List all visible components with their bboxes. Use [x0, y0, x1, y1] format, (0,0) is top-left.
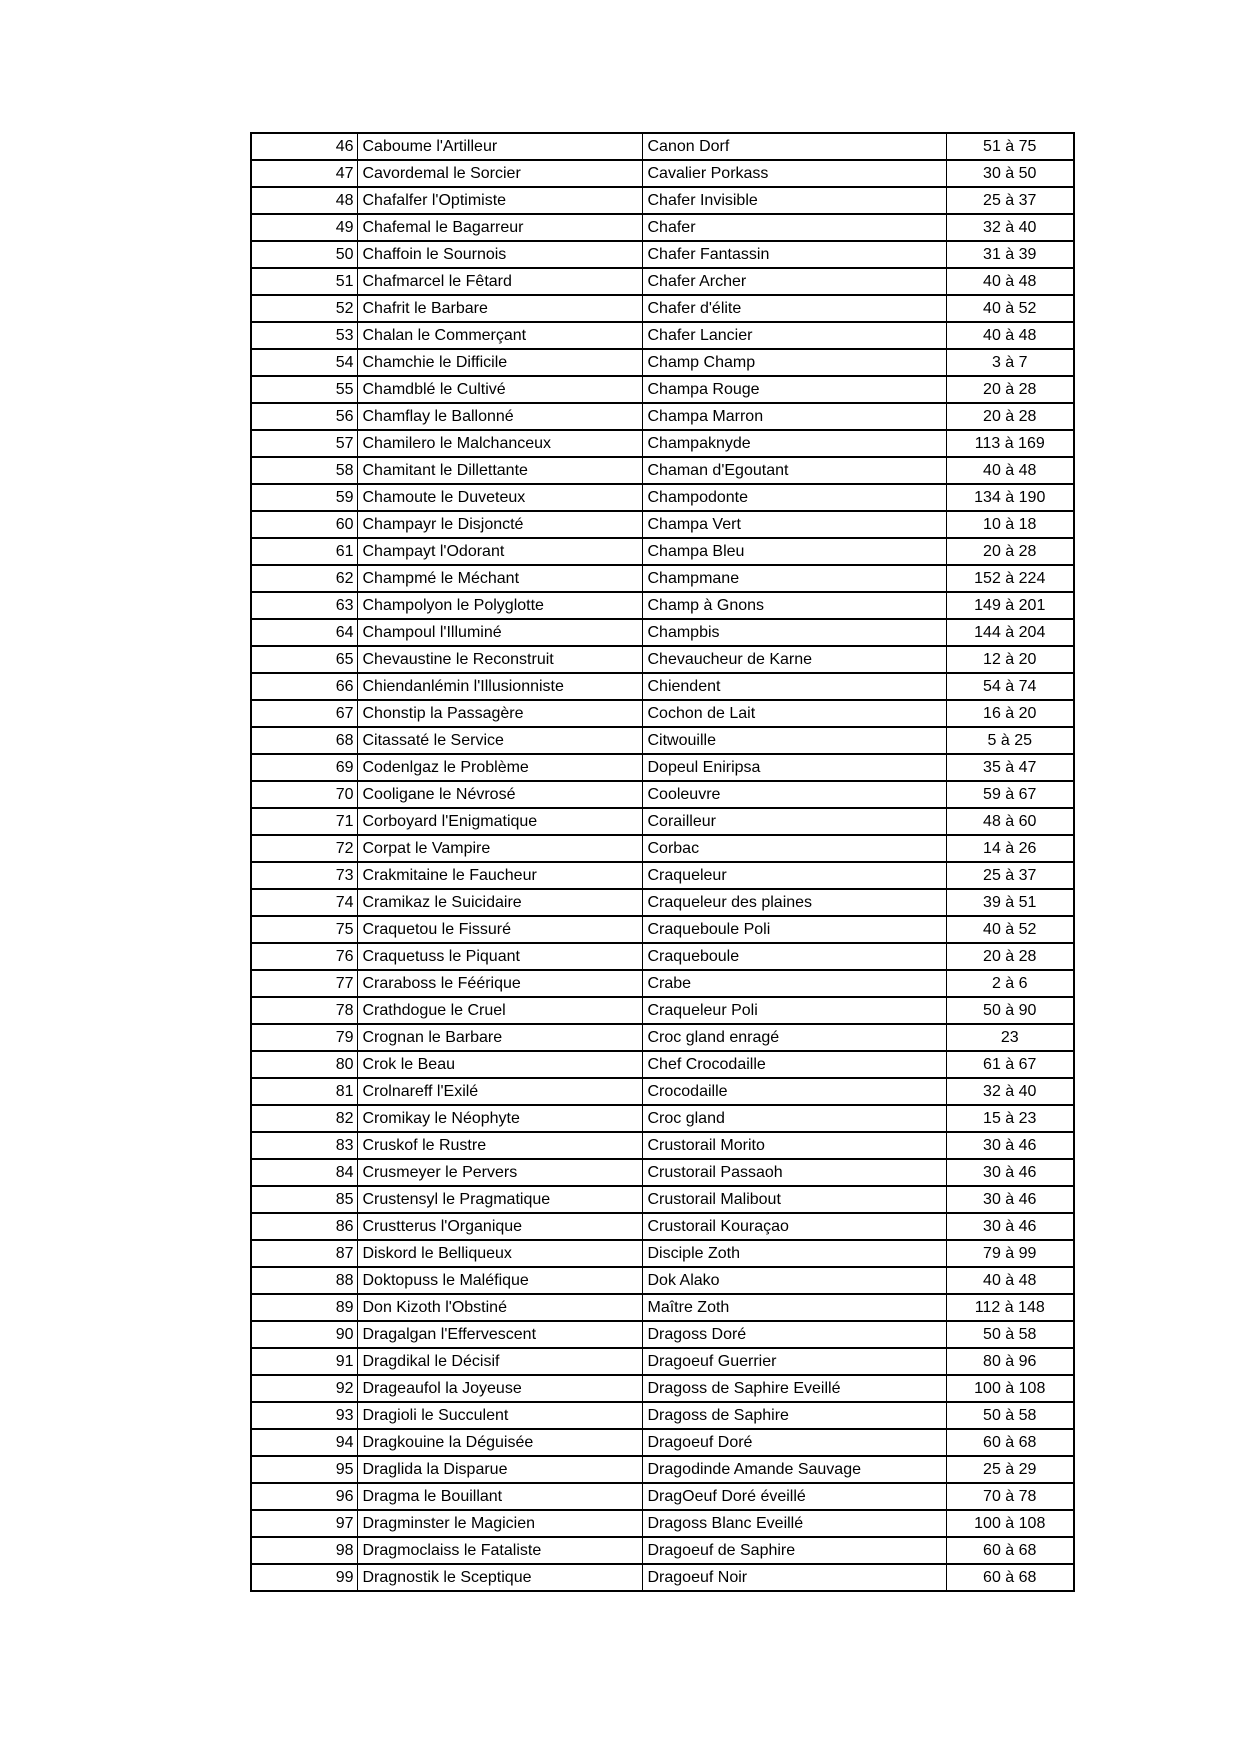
- row-number-cell: 77: [251, 970, 357, 997]
- monster-type-cell: Corbac: [642, 835, 946, 862]
- row-number-cell: 75: [251, 916, 357, 943]
- level-range-cell: 30 à 46: [946, 1132, 1074, 1159]
- table-row: [251, 970, 1074, 997]
- level-range-cell: 79 à 99: [946, 1240, 1074, 1267]
- monster-type-cell: Crustorail Malibout: [642, 1186, 946, 1213]
- row-number-cell: 74: [251, 889, 357, 916]
- monster-type-cell: Chevaucheur de Karne: [642, 646, 946, 673]
- row-number-cell: 73: [251, 862, 357, 889]
- table-row: [251, 403, 1074, 430]
- table-row: [251, 538, 1074, 565]
- row-number-cell: 53: [251, 322, 357, 349]
- table-row: [251, 1429, 1074, 1456]
- archmonster-name-cell: Dragkouine la Déguisée: [357, 1429, 642, 1456]
- row-number-cell: 65: [251, 646, 357, 673]
- level-range-cell: 70 à 78: [946, 1483, 1074, 1510]
- row-number-cell: 67: [251, 700, 357, 727]
- level-range-cell: 60 à 68: [946, 1564, 1074, 1591]
- archmonster-name-cell: Craquetou le Fissuré: [357, 916, 642, 943]
- row-number-cell: 56: [251, 403, 357, 430]
- table-row: [251, 1456, 1074, 1483]
- archmonster-name-cell: Cromikay le Néophyte: [357, 1105, 642, 1132]
- row-number-cell: 88: [251, 1267, 357, 1294]
- archmonster-name-cell: Chafmarcel le Fêtard: [357, 268, 642, 295]
- monster-type-cell: Dragoss de Saphire: [642, 1402, 946, 1429]
- row-number-cell: 85: [251, 1186, 357, 1213]
- level-range-cell: 100 à 108: [946, 1375, 1074, 1402]
- level-range-cell: 113 à 169: [946, 430, 1074, 457]
- monster-type-cell: Disciple Zoth: [642, 1240, 946, 1267]
- level-range-cell: 39 à 51: [946, 889, 1074, 916]
- row-number-cell: 47: [251, 160, 357, 187]
- monster-type-cell: Croc gland: [642, 1105, 946, 1132]
- level-range-cell: 48 à 60: [946, 808, 1074, 835]
- archmonster-name-cell: Cramikaz le Suicidaire: [357, 889, 642, 916]
- archmonster-name-cell: Cooligane le Névrosé: [357, 781, 642, 808]
- table-row: [251, 646, 1074, 673]
- archmonster-name-cell: Dragdikal le Décisif: [357, 1348, 642, 1375]
- monster-type-cell: Crocodaille: [642, 1078, 946, 1105]
- monster-type-cell: Craqueboule Poli: [642, 916, 946, 943]
- archmonster-name-cell: Champoul l'Illuminé: [357, 619, 642, 646]
- archmonster-name-cell: Chiendanlémin l'Illusionniste: [357, 673, 642, 700]
- table-row: [251, 1105, 1074, 1132]
- archmonster-name-cell: Chafrit le Barbare: [357, 295, 642, 322]
- monster-type-cell: Chaman d'Egoutant: [642, 457, 946, 484]
- archmonster-name-cell: Crathdogue le Cruel: [357, 997, 642, 1024]
- monster-type-cell: Champa Vert: [642, 511, 946, 538]
- level-range-cell: 40 à 52: [946, 295, 1074, 322]
- table-row: [251, 1537, 1074, 1564]
- table-row: [251, 1348, 1074, 1375]
- archmonster-name-cell: Citassaté le Service: [357, 727, 642, 754]
- level-range-cell: 134 à 190: [946, 484, 1074, 511]
- monster-type-cell: Dragoss de Saphire Eveillé: [642, 1375, 946, 1402]
- level-range-cell: 25 à 37: [946, 187, 1074, 214]
- row-number-cell: 84: [251, 1159, 357, 1186]
- row-number-cell: 70: [251, 781, 357, 808]
- archmonster-name-cell: Chonstip la Passagère: [357, 700, 642, 727]
- level-range-cell: 14 à 26: [946, 835, 1074, 862]
- monster-type-cell: Dragodinde Amande Sauvage: [642, 1456, 946, 1483]
- monster-type-cell: Champodonte: [642, 484, 946, 511]
- row-number-cell: 58: [251, 457, 357, 484]
- table-row: [251, 511, 1074, 538]
- level-range-cell: 149 à 201: [946, 592, 1074, 619]
- monster-type-cell: Chafer: [642, 214, 946, 241]
- archmonster-name-cell: Chaffoin le Sournois: [357, 241, 642, 268]
- table-row: [251, 1078, 1074, 1105]
- table-row: [251, 187, 1074, 214]
- archmonster-table: [250, 132, 1075, 1592]
- table-row: [251, 349, 1074, 376]
- row-number-cell: 60: [251, 511, 357, 538]
- archmonster-name-cell: Dragioli le Succulent: [357, 1402, 642, 1429]
- archmonster-name-cell: Chamdblé le Cultivé: [357, 376, 642, 403]
- monster-type-cell: Champa Bleu: [642, 538, 946, 565]
- table-row: [251, 1186, 1074, 1213]
- monster-type-cell: Chiendent: [642, 673, 946, 700]
- table-row: [251, 1267, 1074, 1294]
- table-row: [251, 997, 1074, 1024]
- row-number-cell: 62: [251, 565, 357, 592]
- level-range-cell: 59 à 67: [946, 781, 1074, 808]
- archmonster-name-cell: Draglida la Disparue: [357, 1456, 642, 1483]
- row-number-cell: 81: [251, 1078, 357, 1105]
- monster-type-cell: Dragoss Doré: [642, 1321, 946, 1348]
- level-range-cell: 40 à 48: [946, 322, 1074, 349]
- archmonster-name-cell: Chevaustine le Reconstruit: [357, 646, 642, 673]
- level-range-cell: 20 à 28: [946, 538, 1074, 565]
- table-row: [251, 1051, 1074, 1078]
- table-row: [251, 268, 1074, 295]
- level-range-cell: 50 à 58: [946, 1321, 1074, 1348]
- monster-type-cell: Canon Dorf: [642, 133, 946, 160]
- level-range-cell: 12 à 20: [946, 646, 1074, 673]
- table-row: [251, 160, 1074, 187]
- monster-type-cell: Champ à Gnons: [642, 592, 946, 619]
- level-range-cell: 16 à 20: [946, 700, 1074, 727]
- monster-type-cell: Craqueleur: [642, 862, 946, 889]
- monster-type-cell: Dopeul Eniripsa: [642, 754, 946, 781]
- monster-type-cell: Champ Champ: [642, 349, 946, 376]
- monster-type-cell: Chafer Fantassin: [642, 241, 946, 268]
- row-number-cell: 51: [251, 268, 357, 295]
- table-row: [251, 916, 1074, 943]
- level-range-cell: 50 à 58: [946, 1402, 1074, 1429]
- archmonster-name-cell: Dragminster le Magicien: [357, 1510, 642, 1537]
- monster-type-cell: Dragoeuf Noir: [642, 1564, 946, 1591]
- monster-type-cell: Dragoeuf de Saphire: [642, 1537, 946, 1564]
- level-range-cell: 30 à 46: [946, 1159, 1074, 1186]
- row-number-cell: 48: [251, 187, 357, 214]
- level-range-cell: 25 à 29: [946, 1456, 1074, 1483]
- archmonster-name-cell: Cavordemal le Sorcier: [357, 160, 642, 187]
- table-row: [251, 322, 1074, 349]
- monster-type-cell: Craqueleur des plaines: [642, 889, 946, 916]
- archmonster-name-cell: Champayr le Disjoncté: [357, 511, 642, 538]
- archmonster-name-cell: Crakmitaine le Faucheur: [357, 862, 642, 889]
- level-range-cell: 112 à 148: [946, 1294, 1074, 1321]
- table-row: [251, 862, 1074, 889]
- archmonster-name-cell: Crusmeyer le Pervers: [357, 1159, 642, 1186]
- row-number-cell: 86: [251, 1213, 357, 1240]
- monster-type-cell: Chafer d'élite: [642, 295, 946, 322]
- table-row: [251, 700, 1074, 727]
- table-row: [251, 1240, 1074, 1267]
- monster-type-cell: Craqueleur Poli: [642, 997, 946, 1024]
- archmonster-name-cell: Corpat le Vampire: [357, 835, 642, 862]
- table-row: [251, 1024, 1074, 1051]
- table-row: [251, 592, 1074, 619]
- table-row: [251, 133, 1074, 160]
- level-range-cell: 5 à 25: [946, 727, 1074, 754]
- archmonster-name-cell: Craquetuss le Piquant: [357, 943, 642, 970]
- archmonster-name-cell: Chafemal le Bagarreur: [357, 214, 642, 241]
- row-number-cell: 82: [251, 1105, 357, 1132]
- row-number-cell: 66: [251, 673, 357, 700]
- level-range-cell: 30 à 46: [946, 1186, 1074, 1213]
- monster-type-cell: Chafer Invisible: [642, 187, 946, 214]
- row-number-cell: 46: [251, 133, 357, 160]
- monster-type-cell: Crustorail Passaoh: [642, 1159, 946, 1186]
- monster-type-cell: Chafer Archer: [642, 268, 946, 295]
- table-row: [251, 889, 1074, 916]
- archmonster-name-cell: Craraboss le Féérique: [357, 970, 642, 997]
- row-number-cell: 76: [251, 943, 357, 970]
- archmonster-name-cell: Drageaufol la Joyeuse: [357, 1375, 642, 1402]
- level-range-cell: 20 à 28: [946, 403, 1074, 430]
- level-range-cell: 40 à 48: [946, 268, 1074, 295]
- row-number-cell: 63: [251, 592, 357, 619]
- level-range-cell: 60 à 68: [946, 1537, 1074, 1564]
- table-row: [251, 1213, 1074, 1240]
- table-row: [251, 1375, 1074, 1402]
- table-row: [251, 808, 1074, 835]
- archmonster-name-cell: Crustterus l'Organique: [357, 1213, 642, 1240]
- monster-type-cell: Cochon de Lait: [642, 700, 946, 727]
- row-number-cell: 92: [251, 1375, 357, 1402]
- monster-type-cell: Cooleuvre: [642, 781, 946, 808]
- monster-type-cell: Crabe: [642, 970, 946, 997]
- level-range-cell: 25 à 37: [946, 862, 1074, 889]
- monster-type-cell: Citwouille: [642, 727, 946, 754]
- archmonster-name-cell: Diskord le Belliqueux: [357, 1240, 642, 1267]
- row-number-cell: 83: [251, 1132, 357, 1159]
- archmonster-name-cell: Chafalfer l'Optimiste: [357, 187, 642, 214]
- monster-type-cell: Dok Alako: [642, 1267, 946, 1294]
- archmonster-name-cell: Dragnostik le Sceptique: [357, 1564, 642, 1591]
- table-row: [251, 241, 1074, 268]
- table-row: [251, 430, 1074, 457]
- table-row: [251, 1564, 1074, 1591]
- table-row: [251, 1402, 1074, 1429]
- level-range-cell: 32 à 40: [946, 1078, 1074, 1105]
- level-range-cell: 61 à 67: [946, 1051, 1074, 1078]
- row-number-cell: 59: [251, 484, 357, 511]
- level-range-cell: 60 à 68: [946, 1429, 1074, 1456]
- monster-table-body: [251, 133, 1074, 1591]
- monster-type-cell: Champa Rouge: [642, 376, 946, 403]
- level-range-cell: 40 à 48: [946, 1267, 1074, 1294]
- level-range-cell: 30 à 46: [946, 1213, 1074, 1240]
- level-range-cell: 144 à 204: [946, 619, 1074, 646]
- row-number-cell: 61: [251, 538, 357, 565]
- table-row: [251, 1159, 1074, 1186]
- monster-type-cell: Champaknyde: [642, 430, 946, 457]
- archmonster-name-cell: Codenlgaz le Problème: [357, 754, 642, 781]
- row-number-cell: 89: [251, 1294, 357, 1321]
- archmonster-name-cell: Corboyard l'Enigmatique: [357, 808, 642, 835]
- level-range-cell: 80 à 96: [946, 1348, 1074, 1375]
- row-number-cell: 79: [251, 1024, 357, 1051]
- archmonster-name-cell: Cruskof le Rustre: [357, 1132, 642, 1159]
- level-range-cell: 15 à 23: [946, 1105, 1074, 1132]
- level-range-cell: 35 à 47: [946, 754, 1074, 781]
- table-row: [251, 943, 1074, 970]
- archmonster-name-cell: Caboume l'Artilleur: [357, 133, 642, 160]
- level-range-cell: 152 à 224: [946, 565, 1074, 592]
- row-number-cell: 98: [251, 1537, 357, 1564]
- archmonster-name-cell: Champmé le Méchant: [357, 565, 642, 592]
- table-row: [251, 457, 1074, 484]
- archmonster-name-cell: Crolnareff l'Exilé: [357, 1078, 642, 1105]
- monster-type-cell: Cavalier Porkass: [642, 160, 946, 187]
- row-number-cell: 87: [251, 1240, 357, 1267]
- archmonster-name-cell: Don Kizoth l'Obstiné: [357, 1294, 642, 1321]
- archmonster-name-cell: Dragmoclaiss le Fataliste: [357, 1537, 642, 1564]
- monster-type-cell: Dragoss Blanc Eveillé: [642, 1510, 946, 1537]
- monster-type-cell: Maître Zoth: [642, 1294, 946, 1321]
- row-number-cell: 71: [251, 808, 357, 835]
- archmonster-name-cell: Chamchie le Difficile: [357, 349, 642, 376]
- table-row: [251, 754, 1074, 781]
- row-number-cell: 50: [251, 241, 357, 268]
- level-range-cell: 2 à 6: [946, 970, 1074, 997]
- monster-type-cell: Champa Marron: [642, 403, 946, 430]
- row-number-cell: 95: [251, 1456, 357, 1483]
- archmonster-name-cell: Chamoute le Duveteux: [357, 484, 642, 511]
- row-number-cell: 52: [251, 295, 357, 322]
- level-range-cell: 40 à 48: [946, 457, 1074, 484]
- archmonster-name-cell: Crustensyl le Pragmatique: [357, 1186, 642, 1213]
- row-number-cell: 93: [251, 1402, 357, 1429]
- row-number-cell: 54: [251, 349, 357, 376]
- table-row: [251, 1510, 1074, 1537]
- level-range-cell: 23: [946, 1024, 1074, 1051]
- row-number-cell: 57: [251, 430, 357, 457]
- row-number-cell: 49: [251, 214, 357, 241]
- monster-type-cell: Chef Crocodaille: [642, 1051, 946, 1078]
- level-range-cell: 20 à 28: [946, 376, 1074, 403]
- monster-type-cell: Crustorail Kouraçao: [642, 1213, 946, 1240]
- table-row: [251, 484, 1074, 511]
- monster-type-cell: Croc gland enragé: [642, 1024, 946, 1051]
- archmonster-name-cell: Crognan le Barbare: [357, 1024, 642, 1051]
- archmonster-name-cell: Chamitant le Dillettante: [357, 457, 642, 484]
- monster-type-cell: Champmane: [642, 565, 946, 592]
- table-row: [251, 619, 1074, 646]
- monster-type-cell: DragOeuf Doré éveillé: [642, 1483, 946, 1510]
- level-range-cell: 51 à 75: [946, 133, 1074, 160]
- monster-type-cell: Crustorail Morito: [642, 1132, 946, 1159]
- level-range-cell: 31 à 39: [946, 241, 1074, 268]
- table-row: [251, 295, 1074, 322]
- monster-type-cell: Craqueboule: [642, 943, 946, 970]
- archmonster-name-cell: Crok le Beau: [357, 1051, 642, 1078]
- level-range-cell: 50 à 90: [946, 997, 1074, 1024]
- table-row: [251, 565, 1074, 592]
- row-number-cell: 90: [251, 1321, 357, 1348]
- row-number-cell: 91: [251, 1348, 357, 1375]
- table-row: [251, 1132, 1074, 1159]
- archmonster-name-cell: Dragalgan l'Effervescent: [357, 1321, 642, 1348]
- archmonster-name-cell: Chamflay le Ballonné: [357, 403, 642, 430]
- level-range-cell: 10 à 18: [946, 511, 1074, 538]
- level-range-cell: 40 à 52: [946, 916, 1074, 943]
- table-row: [251, 376, 1074, 403]
- level-range-cell: 32 à 40: [946, 214, 1074, 241]
- level-range-cell: 30 à 50: [946, 160, 1074, 187]
- row-number-cell: 80: [251, 1051, 357, 1078]
- archmonster-name-cell: Chalan le Commerçant: [357, 322, 642, 349]
- row-number-cell: 78: [251, 997, 357, 1024]
- table-row: [251, 781, 1074, 808]
- table-row: [251, 835, 1074, 862]
- archmonster-name-cell: Champolyon le Polyglotte: [357, 592, 642, 619]
- level-range-cell: 54 à 74: [946, 673, 1074, 700]
- row-number-cell: 94: [251, 1429, 357, 1456]
- level-range-cell: 100 à 108: [946, 1510, 1074, 1537]
- row-number-cell: 99: [251, 1564, 357, 1591]
- table-row: [251, 727, 1074, 754]
- row-number-cell: 97: [251, 1510, 357, 1537]
- table-row: [251, 1294, 1074, 1321]
- archmonster-name-cell: Champayt l'Odorant: [357, 538, 642, 565]
- table-row: [251, 673, 1074, 700]
- row-number-cell: 55: [251, 376, 357, 403]
- archmonster-name-cell: Doktopuss le Maléfique: [357, 1267, 642, 1294]
- monster-type-cell: Dragoeuf Guerrier: [642, 1348, 946, 1375]
- monster-type-cell: Champbis: [642, 619, 946, 646]
- archmonster-name-cell: Dragma le Bouillant: [357, 1483, 642, 1510]
- row-number-cell: 68: [251, 727, 357, 754]
- row-number-cell: 64: [251, 619, 357, 646]
- level-range-cell: 20 à 28: [946, 943, 1074, 970]
- table-row: [251, 1483, 1074, 1510]
- monster-type-cell: Dragoeuf Doré: [642, 1429, 946, 1456]
- monster-type-cell: Corailleur: [642, 808, 946, 835]
- archmonster-name-cell: Chamilero le Malchanceux: [357, 430, 642, 457]
- row-number-cell: 69: [251, 754, 357, 781]
- row-number-cell: 72: [251, 835, 357, 862]
- monster-type-cell: Chafer Lancier: [642, 322, 946, 349]
- row-number-cell: 96: [251, 1483, 357, 1510]
- table-row: [251, 214, 1074, 241]
- table-row: [251, 1321, 1074, 1348]
- level-range-cell: 3 à 7: [946, 349, 1074, 376]
